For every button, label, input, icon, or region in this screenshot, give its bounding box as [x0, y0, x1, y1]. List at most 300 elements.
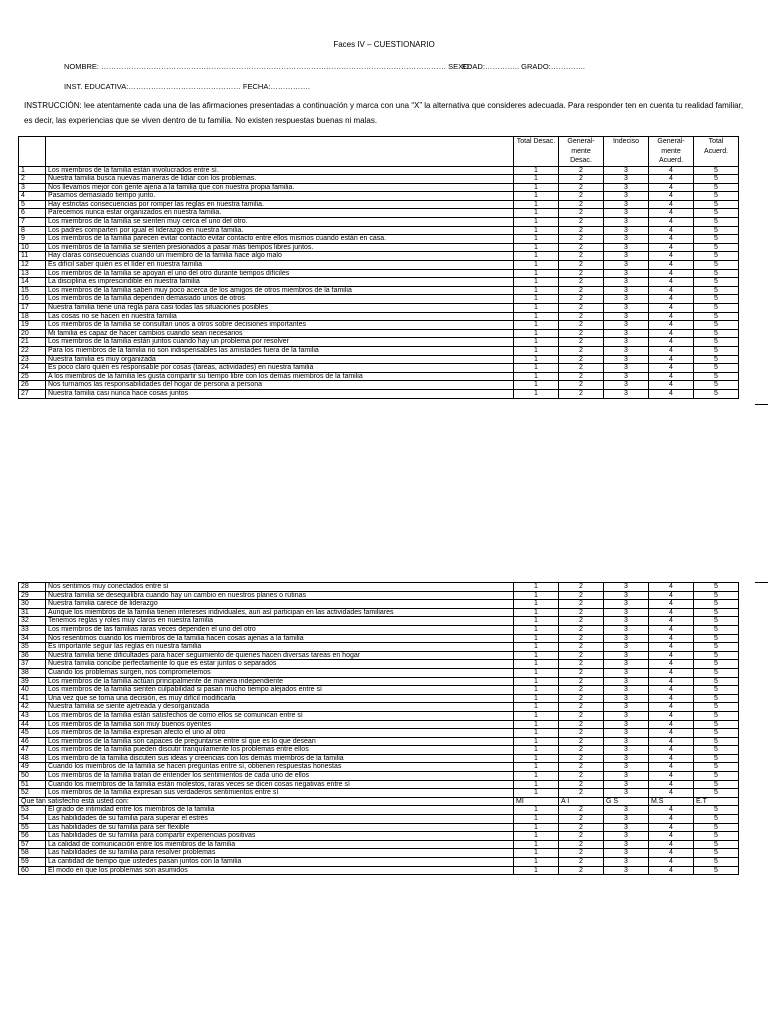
answer-option[interactable]: 4: [649, 166, 694, 175]
answer-option[interactable]: 1: [514, 815, 559, 824]
answer-option[interactable]: 5: [694, 608, 739, 617]
answer-option[interactable]: 2: [559, 643, 604, 652]
answer-option[interactable]: 5: [694, 183, 739, 192]
answer-option[interactable]: 5: [694, 617, 739, 626]
answer-option[interactable]: 2: [559, 617, 604, 626]
answer-option[interactable]: 5: [694, 355, 739, 364]
answer-option[interactable]: 3: [604, 806, 649, 815]
answer-option[interactable]: 3: [604, 192, 649, 201]
answer-option[interactable]: 5: [694, 200, 739, 209]
answer-option[interactable]: 2: [559, 634, 604, 643]
answer-option[interactable]: 3: [604, 261, 649, 270]
answer-option[interactable]: 5: [694, 686, 739, 695]
answer-option[interactable]: 3: [604, 858, 649, 867]
answer-option[interactable]: 2: [559, 625, 604, 634]
answer-option[interactable]: 3: [604, 703, 649, 712]
answer-option[interactable]: 4: [649, 175, 694, 184]
answer-option[interactable]: 2: [559, 252, 604, 261]
answer-option[interactable]: 1: [514, 243, 559, 252]
answer-option[interactable]: 5: [694, 711, 739, 720]
answer-option[interactable]: 4: [649, 823, 694, 832]
answer-option[interactable]: 3: [604, 849, 649, 858]
answer-option[interactable]: 2: [559, 355, 604, 364]
answer-option[interactable]: 1: [514, 849, 559, 858]
answer-option[interactable]: 4: [649, 866, 694, 875]
answer-option[interactable]: 1: [514, 252, 559, 261]
answer-option[interactable]: 5: [694, 815, 739, 824]
answer-option[interactable]: 1: [514, 832, 559, 841]
answer-option[interactable]: 3: [604, 660, 649, 669]
answer-option[interactable]: 4: [649, 226, 694, 235]
answer-option[interactable]: 3: [604, 295, 649, 304]
answer-option[interactable]: 1: [514, 261, 559, 270]
answer-option[interactable]: 1: [514, 668, 559, 677]
answer-option[interactable]: 3: [604, 312, 649, 321]
answer-option[interactable]: 3: [604, 166, 649, 175]
answer-option[interactable]: 2: [559, 711, 604, 720]
answer-option[interactable]: 2: [559, 218, 604, 227]
answer-option[interactable]: 2: [559, 866, 604, 875]
answer-option[interactable]: 3: [604, 823, 649, 832]
answer-option[interactable]: 2: [559, 772, 604, 781]
answer-option[interactable]: 1: [514, 175, 559, 184]
answer-option[interactable]: 2: [559, 849, 604, 858]
answer-option[interactable]: 1: [514, 840, 559, 849]
answer-option[interactable]: 2: [559, 591, 604, 600]
answer-option[interactable]: 5: [694, 858, 739, 867]
answer-option[interactable]: 2: [559, 789, 604, 798]
answer-option[interactable]: 2: [559, 278, 604, 287]
answer-option[interactable]: 4: [649, 608, 694, 617]
answer-option[interactable]: 1: [514, 600, 559, 609]
answer-option[interactable]: 5: [694, 295, 739, 304]
answer-option[interactable]: 2: [559, 175, 604, 184]
answer-option[interactable]: 5: [694, 372, 739, 381]
answer-option[interactable]: 4: [649, 686, 694, 695]
answer-option[interactable]: 5: [694, 166, 739, 175]
answer-option[interactable]: 2: [559, 806, 604, 815]
answer-option[interactable]: 5: [694, 218, 739, 227]
answer-option[interactable]: 4: [649, 286, 694, 295]
answer-option[interactable]: 2: [559, 286, 604, 295]
answer-option[interactable]: 5: [694, 840, 739, 849]
answer-option[interactable]: 2: [559, 235, 604, 244]
answer-option[interactable]: 5: [694, 832, 739, 841]
answer-option[interactable]: 1: [514, 660, 559, 669]
answer-option[interactable]: 3: [604, 218, 649, 227]
answer-option[interactable]: 1: [514, 312, 559, 321]
answer-option[interactable]: 1: [514, 634, 559, 643]
answer-option[interactable]: 5: [694, 286, 739, 295]
answer-option[interactable]: 3: [604, 209, 649, 218]
answer-option[interactable]: 3: [604, 608, 649, 617]
answer-option[interactable]: 2: [559, 677, 604, 686]
answer-option[interactable]: 2: [559, 321, 604, 330]
answer-option[interactable]: 1: [514, 226, 559, 235]
answer-option[interactable]: 2: [559, 226, 604, 235]
answer-option[interactable]: 1: [514, 617, 559, 626]
answer-option[interactable]: 1: [514, 703, 559, 712]
answer-option[interactable]: 5: [694, 600, 739, 609]
answer-option[interactable]: 4: [649, 269, 694, 278]
answer-option[interactable]: 1: [514, 754, 559, 763]
answer-option[interactable]: 3: [604, 772, 649, 781]
answer-option[interactable]: 2: [559, 815, 604, 824]
answer-option[interactable]: 3: [604, 175, 649, 184]
answer-option[interactable]: 3: [604, 226, 649, 235]
answer-option[interactable]: 3: [604, 737, 649, 746]
answer-option[interactable]: 5: [694, 660, 739, 669]
answer-option[interactable]: 3: [604, 243, 649, 252]
answer-option[interactable]: 4: [649, 243, 694, 252]
answer-option[interactable]: 5: [694, 789, 739, 798]
answer-option[interactable]: 1: [514, 192, 559, 201]
answer-option[interactable]: 5: [694, 729, 739, 738]
answer-option[interactable]: 4: [649, 694, 694, 703]
answer-option[interactable]: 4: [649, 338, 694, 347]
answer-option[interactable]: 2: [559, 192, 604, 201]
answer-option[interactable]: 4: [649, 625, 694, 634]
answer-option[interactable]: 3: [604, 389, 649, 398]
answer-option[interactable]: 2: [559, 269, 604, 278]
answer-option[interactable]: 2: [559, 780, 604, 789]
answer-option[interactable]: 1: [514, 183, 559, 192]
answer-option[interactable]: 1: [514, 643, 559, 652]
answer-option[interactable]: 5: [694, 763, 739, 772]
answer-option[interactable]: 4: [649, 329, 694, 338]
answer-option[interactable]: 4: [649, 389, 694, 398]
answer-option[interactable]: 4: [649, 381, 694, 390]
answer-option[interactable]: 1: [514, 763, 559, 772]
answer-option[interactable]: 4: [649, 235, 694, 244]
answer-option[interactable]: 5: [694, 338, 739, 347]
answer-option[interactable]: 4: [649, 617, 694, 626]
answer-option[interactable]: 5: [694, 381, 739, 390]
answer-option[interactable]: 5: [694, 304, 739, 313]
answer-option[interactable]: 4: [649, 677, 694, 686]
answer-option[interactable]: 2: [559, 346, 604, 355]
answer-option[interactable]: 3: [604, 200, 649, 209]
answer-option[interactable]: 4: [649, 668, 694, 677]
answer-option[interactable]: 1: [514, 686, 559, 695]
answer-option[interactable]: 5: [694, 823, 739, 832]
answer-option[interactable]: 1: [514, 858, 559, 867]
answer-option[interactable]: 3: [604, 617, 649, 626]
answer-option[interactable]: 4: [649, 643, 694, 652]
answer-option[interactable]: 3: [604, 381, 649, 390]
answer-option[interactable]: 3: [604, 634, 649, 643]
answer-option[interactable]: 2: [559, 686, 604, 695]
answer-option[interactable]: 1: [514, 304, 559, 313]
answer-option[interactable]: 1: [514, 286, 559, 295]
answer-option[interactable]: 3: [604, 668, 649, 677]
answer-option[interactable]: 5: [694, 806, 739, 815]
answer-option[interactable]: 1: [514, 737, 559, 746]
answer-option[interactable]: 3: [604, 866, 649, 875]
answer-option[interactable]: 3: [604, 304, 649, 313]
answer-option[interactable]: 4: [649, 815, 694, 824]
answer-option[interactable]: 3: [604, 346, 649, 355]
answer-option[interactable]: 4: [649, 209, 694, 218]
answer-option[interactable]: 2: [559, 261, 604, 270]
answer-option[interactable]: 2: [559, 329, 604, 338]
answer-option[interactable]: 3: [604, 591, 649, 600]
answer-option[interactable]: 3: [604, 763, 649, 772]
answer-option[interactable]: 1: [514, 677, 559, 686]
answer-option[interactable]: 4: [649, 583, 694, 592]
answer-option[interactable]: 5: [694, 226, 739, 235]
answer-option[interactable]: 4: [649, 200, 694, 209]
answer-option[interactable]: 2: [559, 668, 604, 677]
answer-option[interactable]: 1: [514, 269, 559, 278]
answer-option[interactable]: 5: [694, 694, 739, 703]
answer-option[interactable]: 1: [514, 866, 559, 875]
answer-option[interactable]: 1: [514, 823, 559, 832]
answer-option[interactable]: 2: [559, 754, 604, 763]
answer-option[interactable]: 4: [649, 192, 694, 201]
answer-option[interactable]: 1: [514, 780, 559, 789]
answer-option[interactable]: 4: [649, 789, 694, 798]
answer-option[interactable]: 4: [649, 737, 694, 746]
answer-option[interactable]: 5: [694, 312, 739, 321]
answer-option[interactable]: 1: [514, 346, 559, 355]
answer-option[interactable]: 4: [649, 651, 694, 660]
answer-option[interactable]: 1: [514, 364, 559, 373]
answer-option[interactable]: 4: [649, 372, 694, 381]
answer-option[interactable]: 2: [559, 703, 604, 712]
answer-option[interactable]: 5: [694, 703, 739, 712]
answer-option[interactable]: 5: [694, 720, 739, 729]
answer-option[interactable]: 5: [694, 737, 739, 746]
answer-option[interactable]: 3: [604, 815, 649, 824]
answer-option[interactable]: 3: [604, 780, 649, 789]
answer-option[interactable]: 5: [694, 389, 739, 398]
answer-option[interactable]: 3: [604, 286, 649, 295]
answer-option[interactable]: 5: [694, 625, 739, 634]
answer-option[interactable]: 4: [649, 703, 694, 712]
answer-option[interactable]: 5: [694, 634, 739, 643]
answer-option[interactable]: 2: [559, 746, 604, 755]
answer-option[interactable]: 3: [604, 583, 649, 592]
answer-option[interactable]: 2: [559, 737, 604, 746]
answer-option[interactable]: 4: [649, 321, 694, 330]
answer-option[interactable]: 5: [694, 235, 739, 244]
answer-option[interactable]: 2: [559, 858, 604, 867]
answer-option[interactable]: 2: [559, 660, 604, 669]
answer-option[interactable]: 1: [514, 772, 559, 781]
answer-option[interactable]: 1: [514, 355, 559, 364]
answer-option[interactable]: 4: [649, 183, 694, 192]
answer-option[interactable]: 5: [694, 583, 739, 592]
answer-option[interactable]: 2: [559, 200, 604, 209]
answer-option[interactable]: 3: [604, 729, 649, 738]
answer-option[interactable]: 4: [649, 840, 694, 849]
answer-option[interactable]: 2: [559, 694, 604, 703]
answer-option[interactable]: 1: [514, 200, 559, 209]
answer-option[interactable]: 4: [649, 660, 694, 669]
answer-option[interactable]: 3: [604, 694, 649, 703]
answer-option[interactable]: 3: [604, 754, 649, 763]
answer-option[interactable]: 5: [694, 849, 739, 858]
answer-option[interactable]: 3: [604, 235, 649, 244]
answer-option[interactable]: 4: [649, 346, 694, 355]
answer-option[interactable]: 4: [649, 261, 694, 270]
answer-option[interactable]: 1: [514, 746, 559, 755]
answer-option[interactable]: 1: [514, 720, 559, 729]
answer-option[interactable]: 3: [604, 832, 649, 841]
answer-option[interactable]: 2: [559, 183, 604, 192]
answer-option[interactable]: 1: [514, 389, 559, 398]
answer-option[interactable]: 4: [649, 754, 694, 763]
answer-option[interactable]: 1: [514, 583, 559, 592]
answer-option[interactable]: 5: [694, 677, 739, 686]
answer-option[interactable]: 2: [559, 389, 604, 398]
answer-option[interactable]: 1: [514, 381, 559, 390]
answer-option[interactable]: 3: [604, 252, 649, 261]
answer-option[interactable]: 5: [694, 866, 739, 875]
answer-option[interactable]: 3: [604, 321, 649, 330]
answer-option[interactable]: 3: [604, 338, 649, 347]
answer-option[interactable]: 1: [514, 608, 559, 617]
answer-option[interactable]: 2: [559, 608, 604, 617]
answer-option[interactable]: 4: [649, 720, 694, 729]
answer-option[interactable]: 1: [514, 789, 559, 798]
answer-option[interactable]: 4: [649, 780, 694, 789]
answer-option[interactable]: 1: [514, 278, 559, 287]
answer-option[interactable]: 3: [604, 789, 649, 798]
answer-option[interactable]: 2: [559, 381, 604, 390]
answer-option[interactable]: 5: [694, 321, 739, 330]
answer-option[interactable]: 4: [649, 832, 694, 841]
answer-option[interactable]: 3: [604, 677, 649, 686]
answer-option[interactable]: 3: [604, 840, 649, 849]
answer-option[interactable]: 2: [559, 840, 604, 849]
answer-option[interactable]: 1: [514, 235, 559, 244]
answer-option[interactable]: 4: [649, 355, 694, 364]
answer-option[interactable]: 4: [649, 364, 694, 373]
answer-option[interactable]: 4: [649, 711, 694, 720]
answer-option[interactable]: 3: [604, 278, 649, 287]
answer-option[interactable]: 3: [604, 625, 649, 634]
answer-option[interactable]: 3: [604, 183, 649, 192]
answer-option[interactable]: 2: [559, 295, 604, 304]
answer-option[interactable]: 3: [604, 355, 649, 364]
answer-option[interactable]: 3: [604, 643, 649, 652]
answer-option[interactable]: 1: [514, 295, 559, 304]
answer-option[interactable]: 4: [649, 634, 694, 643]
answer-option[interactable]: 5: [694, 252, 739, 261]
answer-option[interactable]: 5: [694, 209, 739, 218]
answer-option[interactable]: 2: [559, 729, 604, 738]
answer-option[interactable]: 5: [694, 643, 739, 652]
answer-option[interactable]: 2: [559, 364, 604, 373]
answer-option[interactable]: 5: [694, 754, 739, 763]
answer-option[interactable]: 3: [604, 269, 649, 278]
answer-option[interactable]: 5: [694, 346, 739, 355]
answer-option[interactable]: 2: [559, 243, 604, 252]
answer-option[interactable]: 5: [694, 278, 739, 287]
answer-option[interactable]: 3: [604, 686, 649, 695]
answer-option[interactable]: 5: [694, 261, 739, 270]
answer-option[interactable]: 5: [694, 780, 739, 789]
answer-option[interactable]: 4: [649, 806, 694, 815]
answer-option[interactable]: 2: [559, 583, 604, 592]
answer-option[interactable]: 4: [649, 252, 694, 261]
answer-option[interactable]: 2: [559, 832, 604, 841]
answer-option[interactable]: 5: [694, 364, 739, 373]
answer-option[interactable]: 1: [514, 329, 559, 338]
answer-option[interactable]: 1: [514, 166, 559, 175]
answer-option[interactable]: 4: [649, 304, 694, 313]
answer-option[interactable]: 2: [559, 166, 604, 175]
answer-option[interactable]: 3: [604, 600, 649, 609]
answer-option[interactable]: 5: [694, 651, 739, 660]
answer-option[interactable]: 4: [649, 591, 694, 600]
answer-option[interactable]: 1: [514, 218, 559, 227]
answer-option[interactable]: 5: [694, 746, 739, 755]
answer-option[interactable]: 1: [514, 591, 559, 600]
answer-option[interactable]: 2: [559, 304, 604, 313]
answer-option[interactable]: 2: [559, 823, 604, 832]
answer-option[interactable]: 4: [649, 729, 694, 738]
answer-option[interactable]: 5: [694, 329, 739, 338]
answer-option[interactable]: 1: [514, 321, 559, 330]
answer-option[interactable]: 4: [649, 600, 694, 609]
answer-option[interactable]: 3: [604, 364, 649, 373]
answer-option[interactable]: 3: [604, 329, 649, 338]
answer-option[interactable]: 1: [514, 694, 559, 703]
answer-option[interactable]: 4: [649, 763, 694, 772]
answer-option[interactable]: 5: [694, 192, 739, 201]
answer-option[interactable]: 1: [514, 625, 559, 634]
answer-option[interactable]: 2: [559, 338, 604, 347]
answer-option[interactable]: 2: [559, 720, 604, 729]
answer-option[interactable]: 2: [559, 209, 604, 218]
answer-option[interactable]: 4: [649, 858, 694, 867]
answer-option[interactable]: 3: [604, 651, 649, 660]
answer-option[interactable]: 1: [514, 338, 559, 347]
answer-option[interactable]: 1: [514, 806, 559, 815]
answer-option[interactable]: 5: [694, 269, 739, 278]
answer-option[interactable]: 3: [604, 720, 649, 729]
answer-option[interactable]: 4: [649, 746, 694, 755]
answer-option[interactable]: 5: [694, 668, 739, 677]
answer-option[interactable]: 1: [514, 729, 559, 738]
answer-option[interactable]: 4: [649, 218, 694, 227]
answer-option[interactable]: 1: [514, 209, 559, 218]
answer-option[interactable]: 4: [649, 772, 694, 781]
answer-option[interactable]: 2: [559, 600, 604, 609]
answer-option[interactable]: 5: [694, 772, 739, 781]
answer-option[interactable]: 2: [559, 372, 604, 381]
answer-option[interactable]: 5: [694, 243, 739, 252]
answer-option[interactable]: 5: [694, 591, 739, 600]
answer-option[interactable]: 3: [604, 746, 649, 755]
answer-option[interactable]: 3: [604, 711, 649, 720]
answer-option[interactable]: 2: [559, 651, 604, 660]
answer-option[interactable]: 4: [649, 278, 694, 287]
answer-option[interactable]: 5: [694, 175, 739, 184]
answer-option[interactable]: 4: [649, 312, 694, 321]
answer-option[interactable]: 1: [514, 711, 559, 720]
answer-option[interactable]: 1: [514, 372, 559, 381]
answer-option[interactable]: 4: [649, 295, 694, 304]
answer-option[interactable]: 2: [559, 312, 604, 321]
answer-option[interactable]: 3: [604, 372, 649, 381]
answer-option[interactable]: 4: [649, 849, 694, 858]
answer-option[interactable]: 1: [514, 651, 559, 660]
answer-option[interactable]: 2: [559, 763, 604, 772]
